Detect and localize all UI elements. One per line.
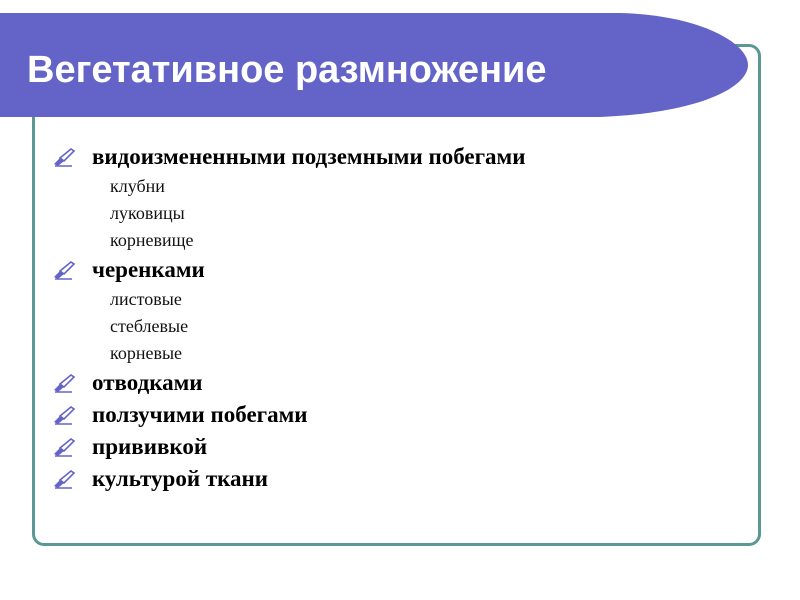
list-item	[52, 431, 732, 463]
sub-item: корневые	[110, 343, 183, 363]
writing-hand-icon	[52, 373, 76, 393]
writing-hand-icon	[52, 469, 76, 489]
sub-item: клубни	[110, 176, 165, 196]
list-item-label: культурой ткани	[92, 466, 269, 491]
sub-list	[52, 173, 732, 254]
writing-hand-icon	[52, 437, 76, 457]
writing-hand-icon	[52, 405, 76, 425]
list-item-label: отводками	[92, 370, 203, 395]
list-item-label: черенками	[92, 257, 205, 282]
list-item-label: ползучими побегами	[92, 402, 308, 427]
list-item-label: прививкой	[92, 434, 208, 459]
writing-hand-icon	[52, 147, 76, 167]
list-item-label: видоизмененными подземными побегами	[92, 144, 526, 169]
writing-hand-icon	[52, 260, 76, 280]
slide-title: Вегетативное размножение	[27, 49, 547, 91]
sub-item: корневище	[110, 230, 194, 250]
sub-item: стеблевые	[110, 316, 189, 336]
list-item	[52, 399, 732, 431]
sub-item: листовые	[110, 289, 182, 309]
bullet-list	[52, 141, 732, 495]
sub-item: луковицы	[110, 203, 185, 223]
list-item	[52, 254, 732, 286]
title-banner	[0, 13, 748, 117]
list-item	[52, 141, 732, 173]
list-item	[52, 463, 732, 495]
sub-list	[52, 286, 732, 367]
list-item	[52, 367, 732, 399]
